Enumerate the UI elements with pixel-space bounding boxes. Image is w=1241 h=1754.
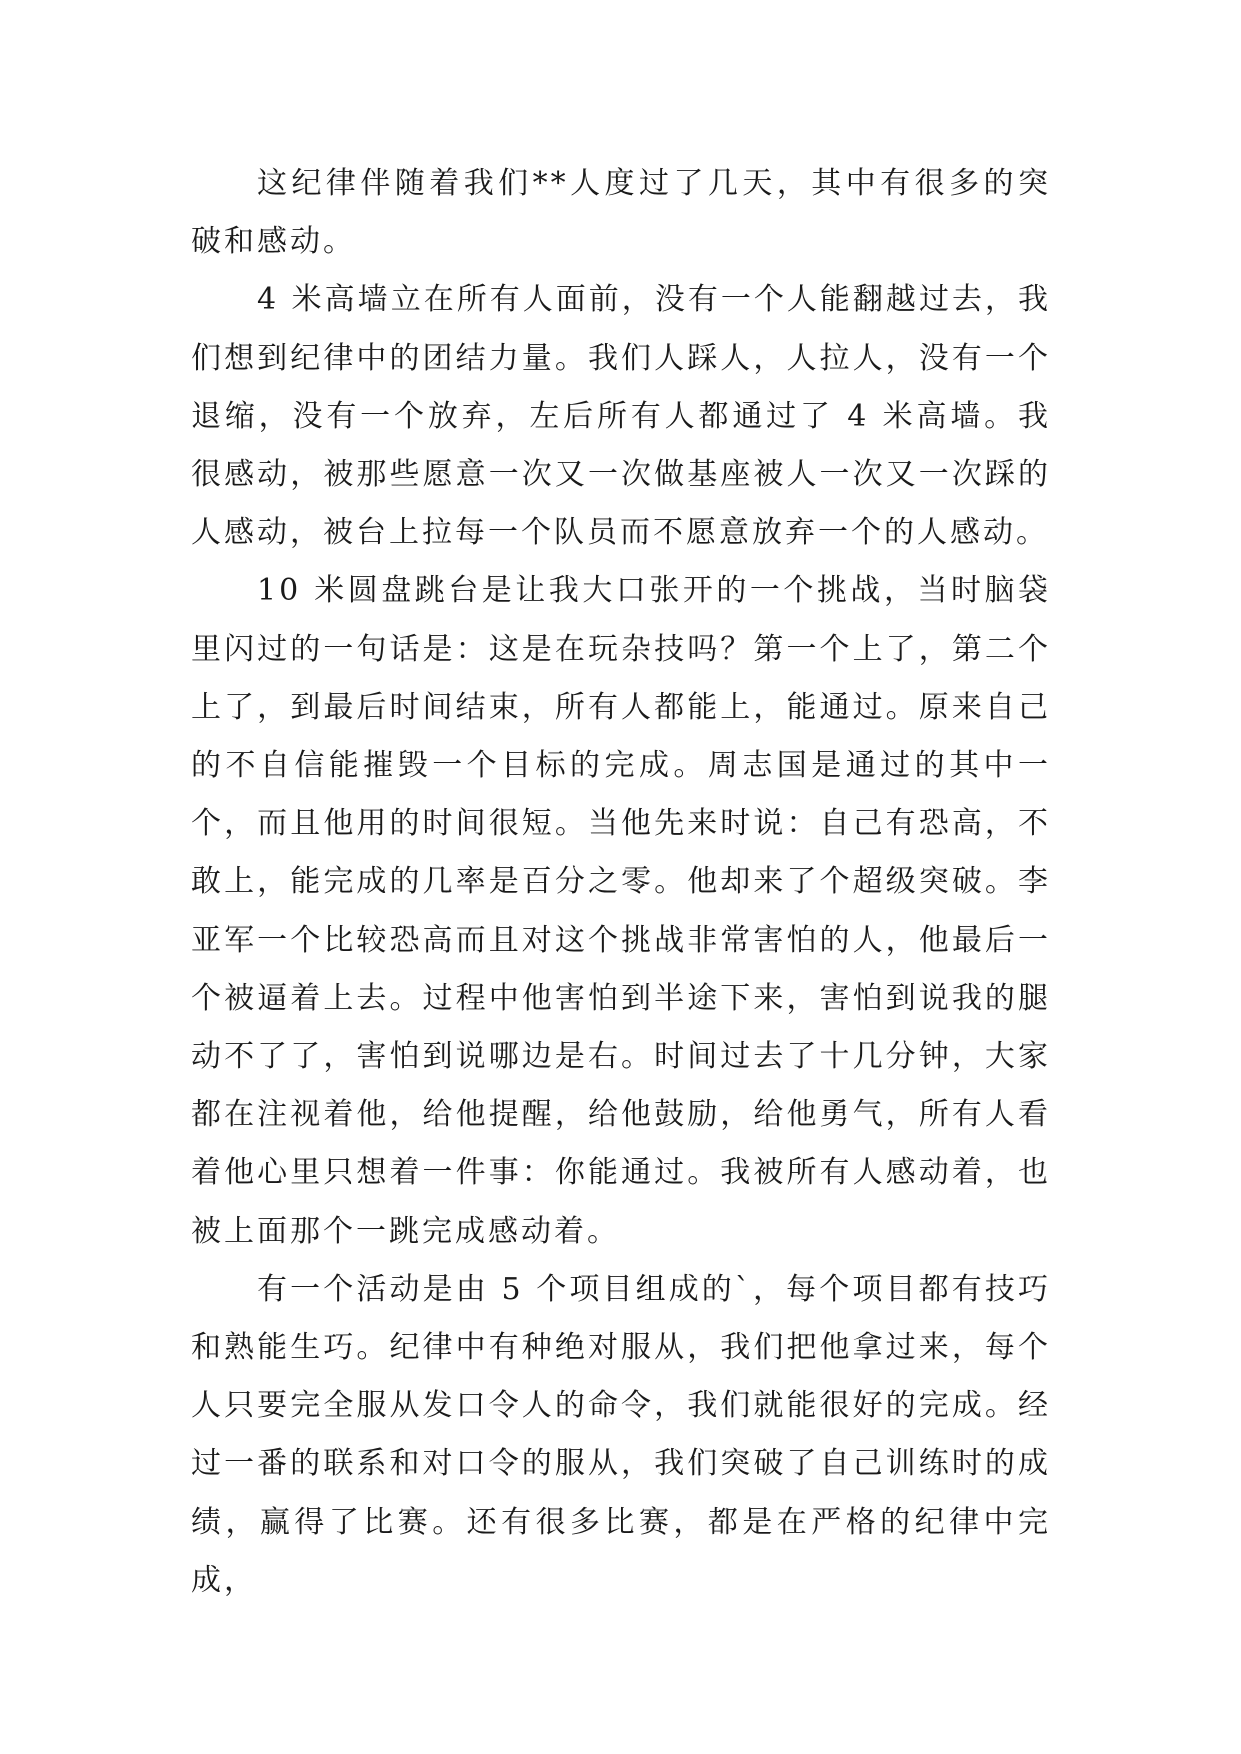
paragraph-3: 10 米圆盘跳台是让我大口张开的一个挑战，当时脑袋里闪过的一句话是：这是在玩杂技吗？第一个上了，第二个上了，到最后时间结束，所有人都能上，能通过。原来自己的不自信能摧毁一个目标的完成。周志国是通过的其中一个，而且他用的时间很短。当他先来时说：自己有恐高，不敢上，能完成的几率是百分之零。他却来了个超级突破。李亚军一个比较恐高而且对这个挑战非常害怕的人，他最后一个被逼着上去。过程中他害怕到半途下来，害怕到说我的腿动不了了，害怕到说哪边是右。时间过去了十几分钟，大家都在注视着他，给他提醒，给他鼓励，给他勇气，所有人看着他心里只想着一件事：你能通过。我被所有人感动着，也被上面那个一跳完成感动着。	[191, 573, 1051, 1249]
paragraph-4: 有一个活动是由 5 个项目组成的`，每个项目都有技巧和熟能生巧。纪律中有种绝对服从，我们把他拿过来，每个人只要完全服从发口令人的命令，我们就能很好的完成。经过一番的联系和对口令的服从，我们突破了自己训练时的成绩，赢得了比赛。还有很多比赛，都是在严格的纪律中完成，	[191, 1271, 1051, 1598]
paragraph-1: 这纪律伴随着我们**人度过了几天，其中有很多的突破和感动。	[191, 166, 1051, 260]
document-body	[191, 155, 1051, 1610]
paragraph-2: 4 米高墙立在所有人面前，没有一个人能翻越过去，我们想到纪律中的团结力量。我们人踩人，人拉人，没有一个退缩，没有一个放弃，左后所有人都通过了 4 米高墙。我很感动，被那些愿意一次又一次做基座被人一次又一次踩的人感动，被台上拉每一个队员而不愿意放弃一个的人感动。	[191, 282, 1051, 551]
